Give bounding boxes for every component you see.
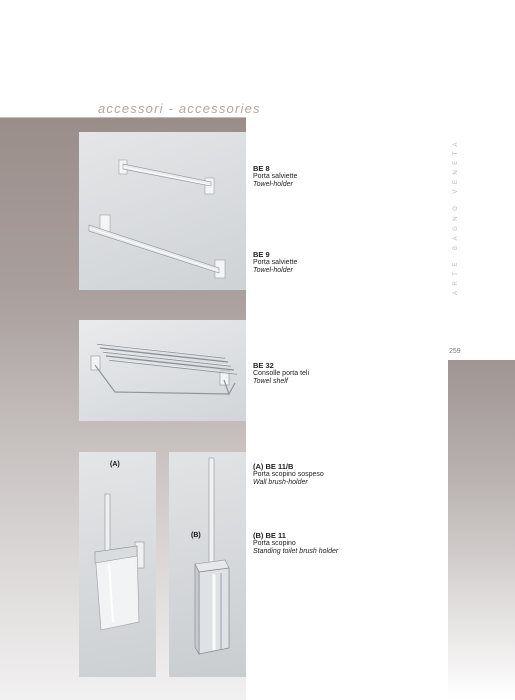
page-number: 259: [449, 348, 461, 355]
product-name-en: Standing toilet brush holder: [253, 548, 339, 555]
photo-towel-shelf: [79, 320, 246, 421]
photo-standing-brush-holder: [169, 452, 246, 677]
product-be8: [253, 165, 297, 189]
photo-wall-brush-holder: [79, 452, 156, 677]
product-be11b: [253, 463, 324, 487]
product-be9: [253, 251, 297, 275]
product-name-it: Porta scopino sospeso: [253, 471, 324, 478]
header-divider: [0, 117, 246, 118]
product-name-it: Consolle porta teli: [253, 370, 310, 377]
product-code: (B) BE 11: [253, 531, 286, 540]
product-code: BE 8: [253, 164, 270, 173]
product-name-en: Towel-holder: [253, 267, 293, 274]
product-be32: [253, 362, 309, 386]
product-be11: [253, 532, 338, 556]
product-name-en: Wall brush-holder: [253, 479, 308, 486]
product-code: BE 9: [253, 250, 270, 259]
product-name-it: Porta salviette: [253, 173, 298, 180]
section-header: accessori - accessories: [98, 101, 261, 116]
photo-towel-holders: [79, 132, 246, 290]
product-name-en: Towel shelf: [253, 378, 288, 385]
vertical-brand: [441, 137, 471, 295]
product-name-it: Porta scopino: [253, 540, 296, 547]
product-name-it: Porta salviette: [253, 259, 298, 266]
product-name-en: Towel-holder: [253, 181, 293, 188]
photo-tag-b: (B): [191, 532, 201, 539]
brand-text: ARTE BAGNO VENETA: [453, 137, 459, 295]
product-code: BE 32: [253, 361, 274, 370]
photo-tag-a: (A): [110, 461, 120, 468]
right-gray-band: [448, 360, 515, 700]
product-code: (A) BE 11/B: [253, 462, 294, 471]
